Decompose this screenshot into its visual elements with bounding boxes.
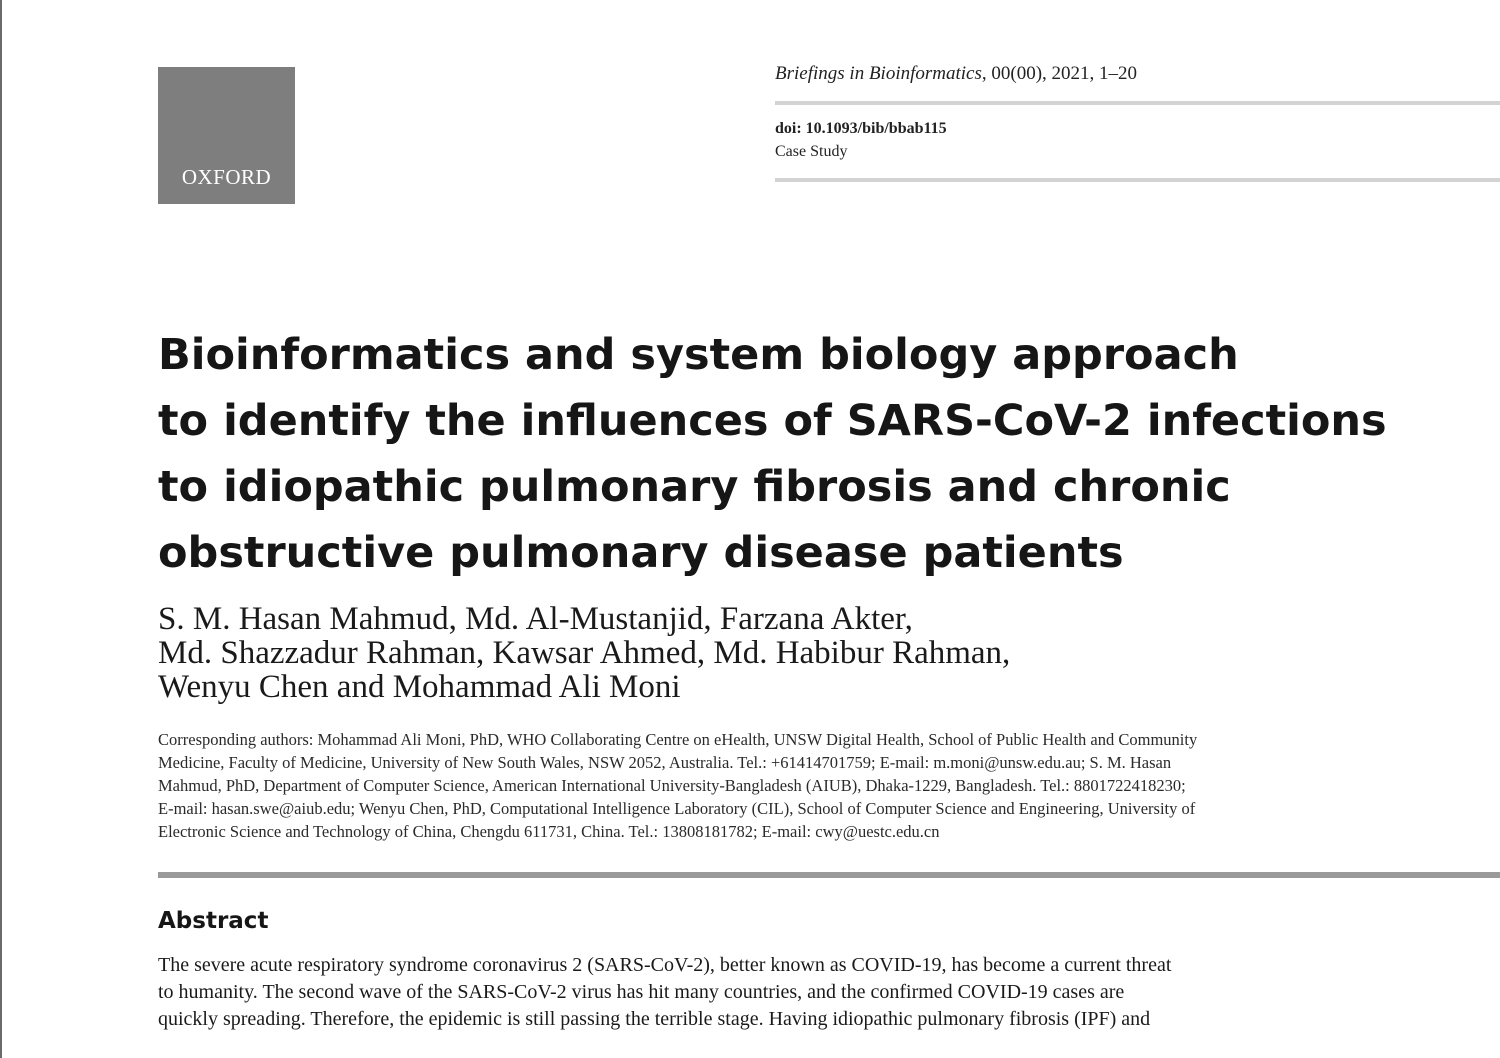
abstract-heading: Abstract — [158, 908, 269, 934]
journal-volume-pages: , 00(00), 2021, 1–20 — [981, 63, 1138, 84]
author-line: Wenyu Chen and Mohammad Ali Moni — [158, 669, 681, 705]
author-line: S. M. Hasan Mahmud, Md. Al-Mustanjid, Farzana Akter, — [158, 601, 913, 637]
oxford-logo — [158, 67, 295, 204]
corresponding-line: Medicine, Faculty of Medicine, University of New South Wales, NSW 2052, Australia. Tel.: +61414701759; E-mail: m.moni@unsw.edu.au; S. M. Hasan — [158, 753, 1172, 772]
header-divider-bottom — [775, 178, 1500, 182]
header-divider-top — [775, 101, 1500, 105]
author-list — [158, 602, 1010, 704]
doi-link[interactable]: doi: 10.1093/bib/bbab115 — [775, 120, 947, 137]
journal-name: Briefings in Bioinformatics — [775, 63, 982, 84]
abstract-line: quickly spreading. Therefore, the epidemic is still passing the terrible stage. Having idiopathic pulmonary fibrosis (IPF) and — [158, 1008, 1151, 1030]
corresponding-line: Corresponding authors: Mohammad Ali Moni, PhD, WHO Collaborating Centre on eHealth, UNSW Digital Health, School of Public Health and Community — [158, 730, 1198, 749]
corresponding-line: Electronic Science and Technology of China, Chengdu 611731, China. Tel.: 13808181782; E-mail: cwy@uestc.edu.cn — [158, 822, 940, 841]
page-left-edge — [0, 0, 2, 1058]
title-line: to identify the influences of SARS-CoV-2 infections — [158, 396, 1387, 446]
title-line: obstructive pulmonary disease patients — [158, 528, 1124, 578]
abstract-text — [158, 952, 1358, 1033]
corresponding-authors — [158, 728, 1358, 843]
abstract-line: The severe acute respiratory syndrome coronavirus 2 (SARS-CoV-2), better known as COVID-19, has become a current threat — [158, 954, 1172, 976]
article-title — [158, 322, 1387, 586]
title-line: to idiopathic pulmonary fibrosis and chronic — [158, 462, 1231, 512]
article-type: Case Study — [775, 143, 848, 160]
journal-citation — [775, 63, 1137, 85]
corresponding-line: E-mail: hasan.swe@aiub.edu; Wenyu Chen, PhD, Computational Intelligence Laboratory (CIL), School of Computer Science and Engineering, University of — [158, 799, 1196, 818]
title-line: Bioinformatics and system biology approach — [158, 330, 1239, 380]
author-line: Md. Shazzadur Rahman, Kawsar Ahmed, Md. Habibur Rahman, — [158, 635, 1011, 671]
logo-text: OXFORD — [181, 165, 272, 189]
abstract-line: to humanity. The second wave of the SARS-CoV-2 virus has hit many countries, and the confirmed COVID-19 cases are — [158, 981, 1125, 1003]
section-divider — [158, 872, 1500, 878]
corresponding-line: Mahmud, PhD, Department of Computer Science, American International University-Bangladesh (AIUB), Dhaka-1229, Bangladesh. Tel.: 8801722418230; — [158, 776, 1186, 795]
